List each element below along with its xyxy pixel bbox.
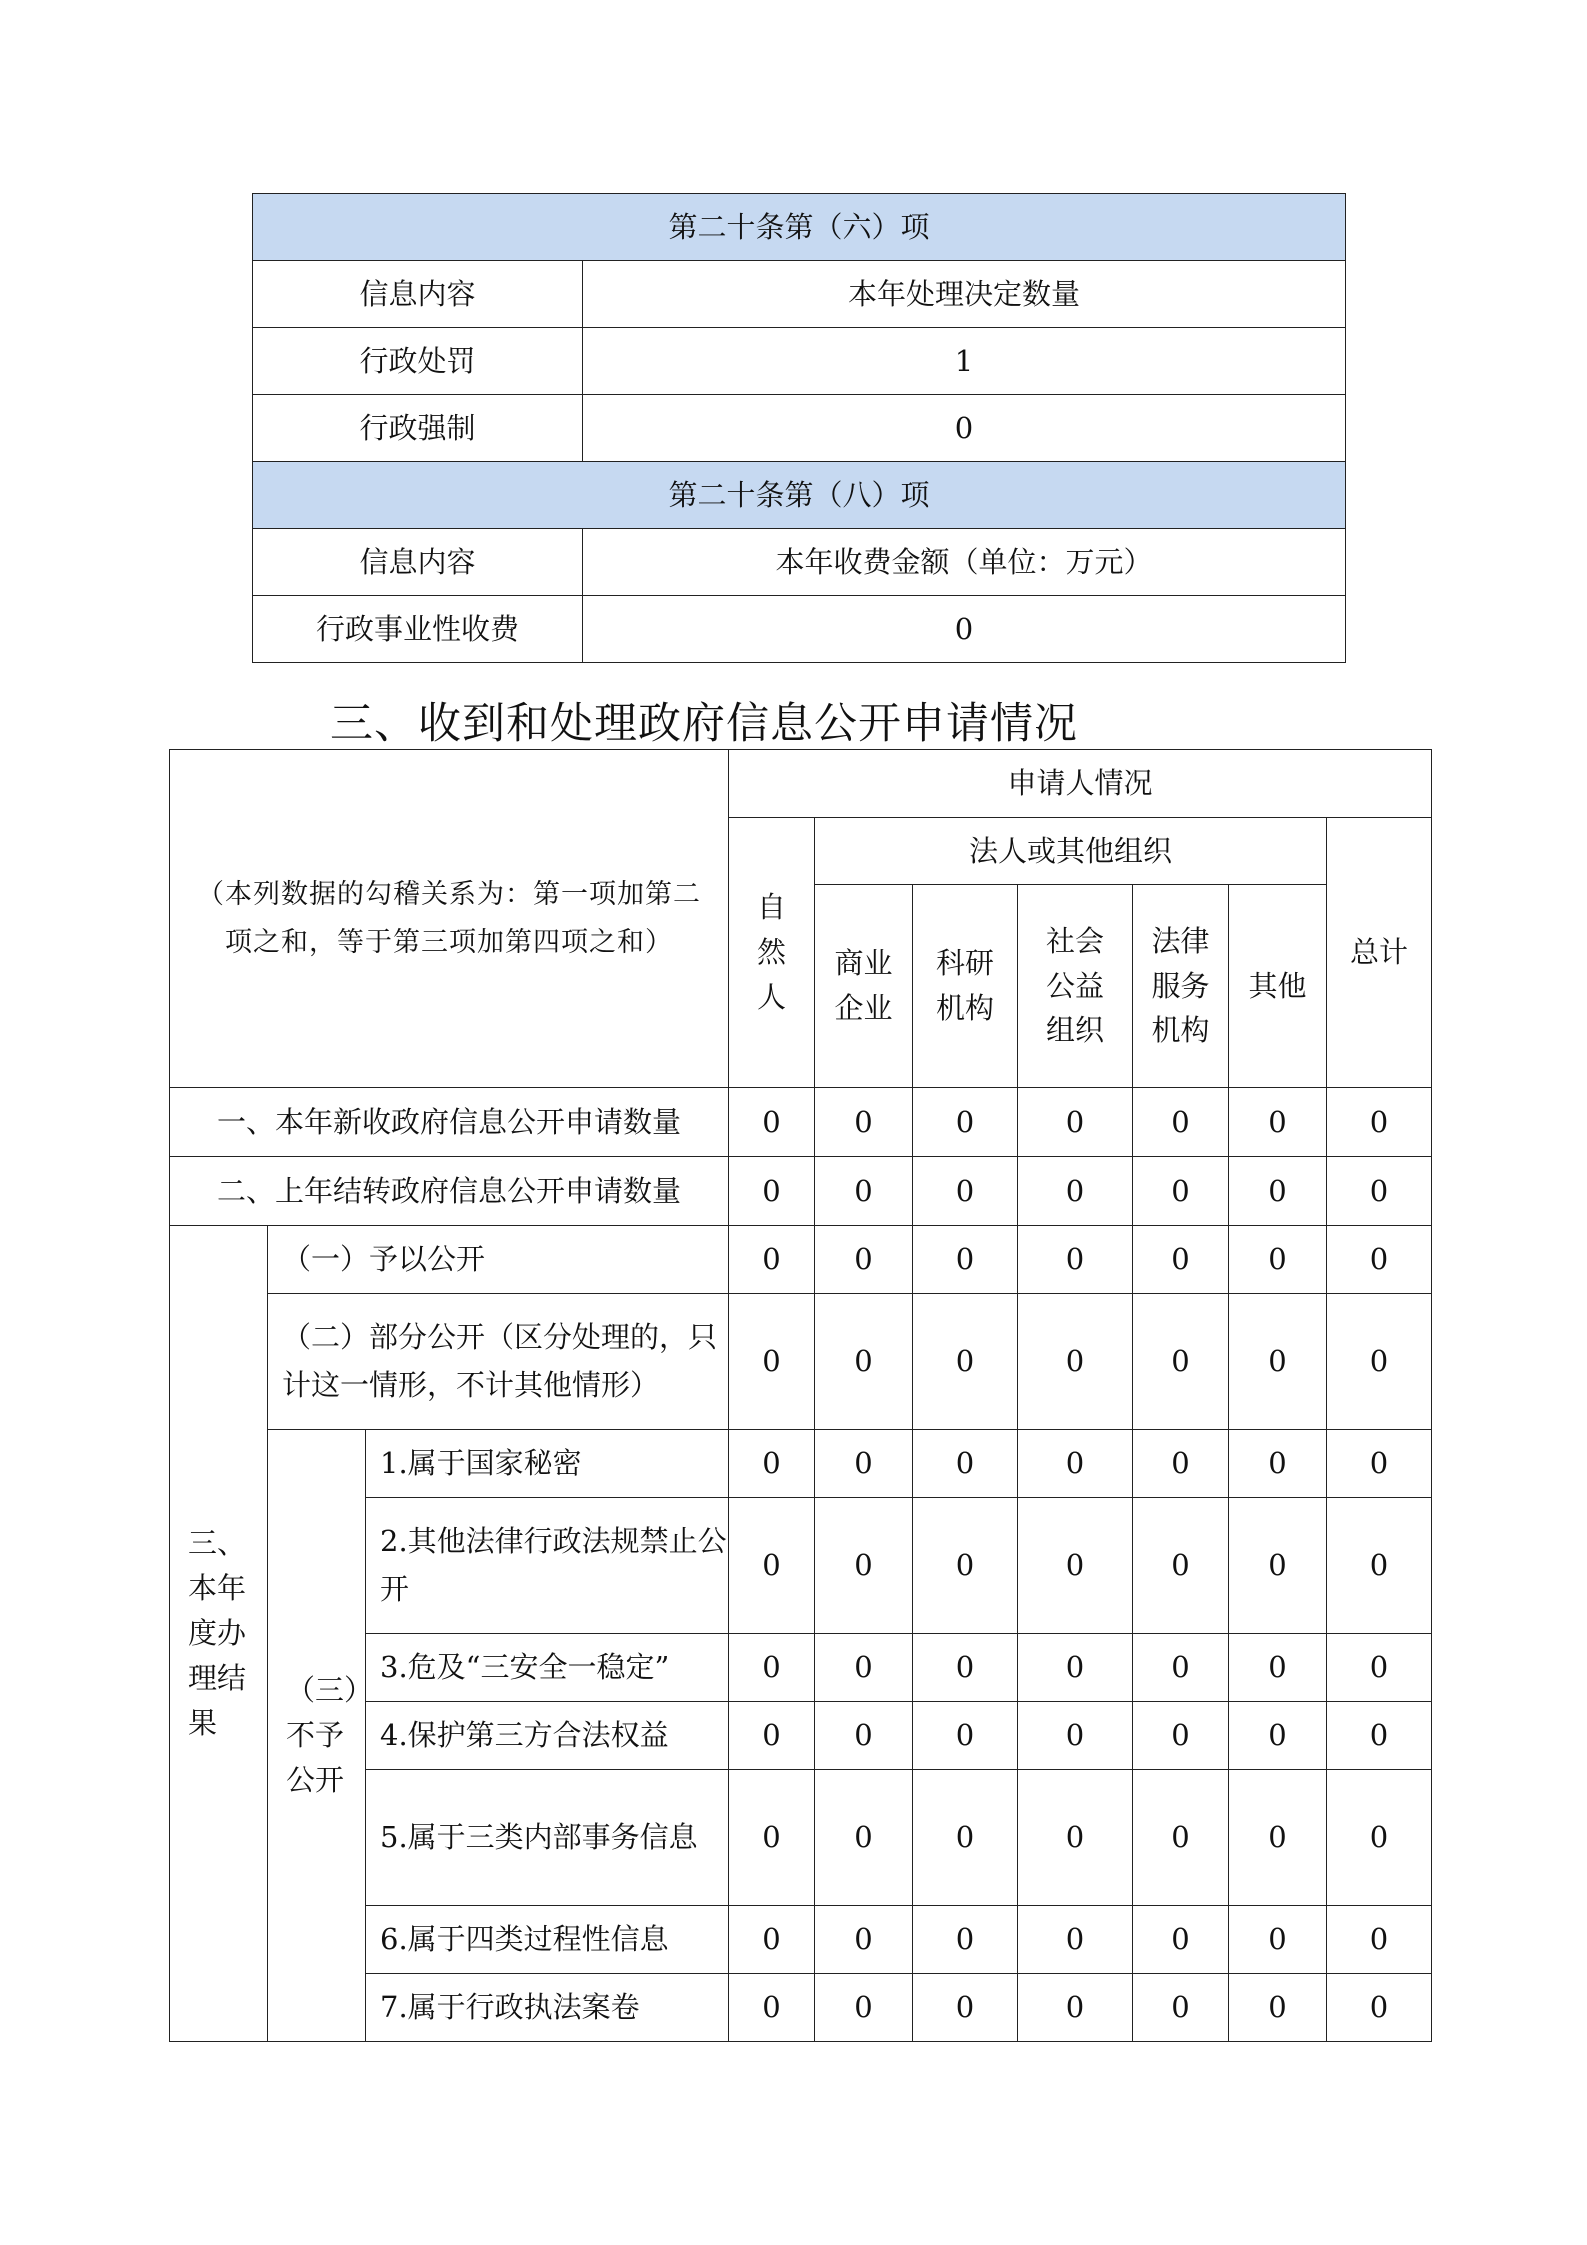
cell-value: 0 <box>1327 1226 1432 1294</box>
cell-value: 0 <box>1133 1702 1229 1770</box>
cell-value: 0 <box>1229 1770 1327 1906</box>
note-cell: （本列数据的勾稽关系为：第一项加第二项之和，等于第三项加第四项之和） <box>170 750 729 1088</box>
cell-value: 0 <box>1229 1702 1327 1770</box>
row-value: 1 <box>583 328 1346 395</box>
cell-value: 0 <box>1018 1226 1133 1294</box>
cell-value: 0 <box>1327 1157 1432 1226</box>
cell-value: 0 <box>729 1430 815 1498</box>
cell-value: 0 <box>1229 1498 1327 1634</box>
cell-value: 0 <box>1018 1430 1133 1498</box>
cell-value: 0 <box>1327 1702 1432 1770</box>
cell-value: 0 <box>1018 1906 1133 1974</box>
cell-value: 0 <box>913 1770 1018 1906</box>
row-label: 行政处罚 <box>253 328 583 395</box>
cell-value: 0 <box>913 1634 1018 1702</box>
cell-value: 0 <box>1229 1157 1327 1226</box>
cell-value: 0 <box>913 1974 1018 2042</box>
cell-value: 0 <box>1018 1157 1133 1226</box>
cell-value: 0 <box>815 1974 913 2042</box>
cell-value: 0 <box>729 1702 815 1770</box>
cell-value: 0 <box>1327 1430 1432 1498</box>
cell-value: 0 <box>729 1294 815 1430</box>
cell-value: 0 <box>729 1906 815 1974</box>
cell-value: 0 <box>1133 1294 1229 1430</box>
row-label: 行政事业性收费 <box>253 596 583 663</box>
cell-value: 0 <box>1327 1088 1432 1157</box>
cell-value: 0 <box>729 1634 815 1702</box>
cell-value: 0 <box>815 1294 913 1430</box>
application-stats-table <box>169 749 1432 2042</box>
cell-value: 0 <box>815 1157 913 1226</box>
cell-value: 0 <box>1229 1906 1327 1974</box>
row-label: 5.属于三类内部事务信息 <box>366 1770 729 1906</box>
cell-value: 0 <box>815 1498 913 1634</box>
row-value: 0 <box>583 395 1346 462</box>
cell-value: 0 <box>815 1770 913 1906</box>
cell-value: 0 <box>815 1906 913 1974</box>
applicant-header: 申请人情况 <box>729 750 1432 818</box>
cell-value: 0 <box>1229 1294 1327 1430</box>
cell-value: 0 <box>729 1974 815 2042</box>
cell-value: 0 <box>913 1088 1018 1157</box>
cell-value: 0 <box>1327 1974 1432 2042</box>
row-label: 7.属于行政执法案卷 <box>366 1974 729 2042</box>
cell-value: 0 <box>1327 1294 1432 1430</box>
cell-value: 0 <box>1018 1088 1133 1157</box>
cell-value: 0 <box>1133 1226 1229 1294</box>
row-label: 6.属于四类过程性信息 <box>366 1906 729 1974</box>
cell-value: 0 <box>913 1906 1018 1974</box>
cell-value: 0 <box>1327 1906 1432 1974</box>
row-label: 一、本年新收政府信息公开申请数量 <box>170 1088 729 1157</box>
col-commercial: 商业企业 <box>815 885 913 1088</box>
cell-value: 0 <box>729 1088 815 1157</box>
cell-value: 0 <box>815 1430 913 1498</box>
disclosure-table-1 <box>252 193 1346 663</box>
cell-value: 0 <box>729 1498 815 1634</box>
cell-value: 0 <box>815 1634 913 1702</box>
cell-value: 0 <box>1018 1498 1133 1634</box>
cell-value: 0 <box>1327 1770 1432 1906</box>
cell-value: 0 <box>729 1157 815 1226</box>
cell-value: 0 <box>815 1226 913 1294</box>
cell-value: 0 <box>1327 1634 1432 1702</box>
row-label: 信息内容 <box>253 261 583 328</box>
cell-value: 0 <box>1229 1226 1327 1294</box>
col-legal: 法律服务机构 <box>1133 885 1229 1088</box>
row-label: 二、上年结转政府信息公开申请数量 <box>170 1157 729 1226</box>
row-label: 2.其他法律行政法规禁止公开 <box>366 1498 729 1634</box>
col-total: 总计 <box>1327 818 1432 1088</box>
not-disclosed-label: （三）不予公开 <box>268 1430 366 2042</box>
cell-value: 0 <box>1018 1974 1133 2042</box>
cell-value: 0 <box>913 1157 1018 1226</box>
col-research: 科研机构 <box>913 885 1018 1088</box>
cell-value: 0 <box>1133 1974 1229 2042</box>
section3-label: 三、本年度办理结果 <box>170 1226 268 2042</box>
row-label: 信息内容 <box>253 529 583 596</box>
section-heading: 三、收到和处理政府信息公开申请情况 <box>330 699 1078 749</box>
cell-value: 0 <box>1133 1088 1229 1157</box>
col-social: 社会公益组织 <box>1018 885 1133 1088</box>
cell-value: 0 <box>729 1226 815 1294</box>
row-label: （一）予以公开 <box>268 1226 729 1294</box>
row-label: 行政强制 <box>253 395 583 462</box>
cell-value: 0 <box>913 1498 1018 1634</box>
row-label: （二）部分公开（区分处理的，只计这一情形，不计其他情形） <box>268 1294 729 1430</box>
row-value: 本年收费金额（单位：万元） <box>583 529 1346 596</box>
cell-value: 0 <box>1133 1906 1229 1974</box>
row-value: 本年处理决定数量 <box>583 261 1346 328</box>
cell-value: 0 <box>913 1702 1018 1770</box>
cell-value: 0 <box>913 1294 1018 1430</box>
cell-value: 0 <box>815 1088 913 1157</box>
legal-org-header: 法人或其他组织 <box>815 818 1327 885</box>
cell-value: 0 <box>1018 1770 1133 1906</box>
col-other: 其他 <box>1229 885 1327 1088</box>
cell-value: 0 <box>1133 1157 1229 1226</box>
row-value: 0 <box>583 596 1346 663</box>
cell-value: 0 <box>1018 1702 1133 1770</box>
section-header: 第二十条第（六）项 <box>253 194 1346 261</box>
cell-value: 0 <box>1229 1634 1327 1702</box>
cell-value: 0 <box>815 1702 913 1770</box>
row-label: 4.保护第三方合法权益 <box>366 1702 729 1770</box>
cell-value: 0 <box>1133 1634 1229 1702</box>
cell-value: 0 <box>1133 1498 1229 1634</box>
cell-value: 0 <box>1133 1430 1229 1498</box>
cell-value: 0 <box>729 1770 815 1906</box>
col-natural: 自然人 <box>729 818 815 1088</box>
cell-value: 0 <box>1327 1498 1432 1634</box>
cell-value: 0 <box>1018 1294 1133 1430</box>
cell-value: 0 <box>1133 1770 1229 1906</box>
cell-value: 0 <box>913 1226 1018 1294</box>
cell-value: 0 <box>913 1430 1018 1498</box>
row-label: 1.属于国家秘密 <box>366 1430 729 1498</box>
cell-value: 0 <box>1018 1634 1133 1702</box>
cell-value: 0 <box>1229 1430 1327 1498</box>
row-label: 3.危及“三安全一稳定” <box>366 1634 729 1702</box>
section-header: 第二十条第（八）项 <box>253 462 1346 529</box>
cell-value: 0 <box>1229 1974 1327 2042</box>
cell-value: 0 <box>1229 1088 1327 1157</box>
